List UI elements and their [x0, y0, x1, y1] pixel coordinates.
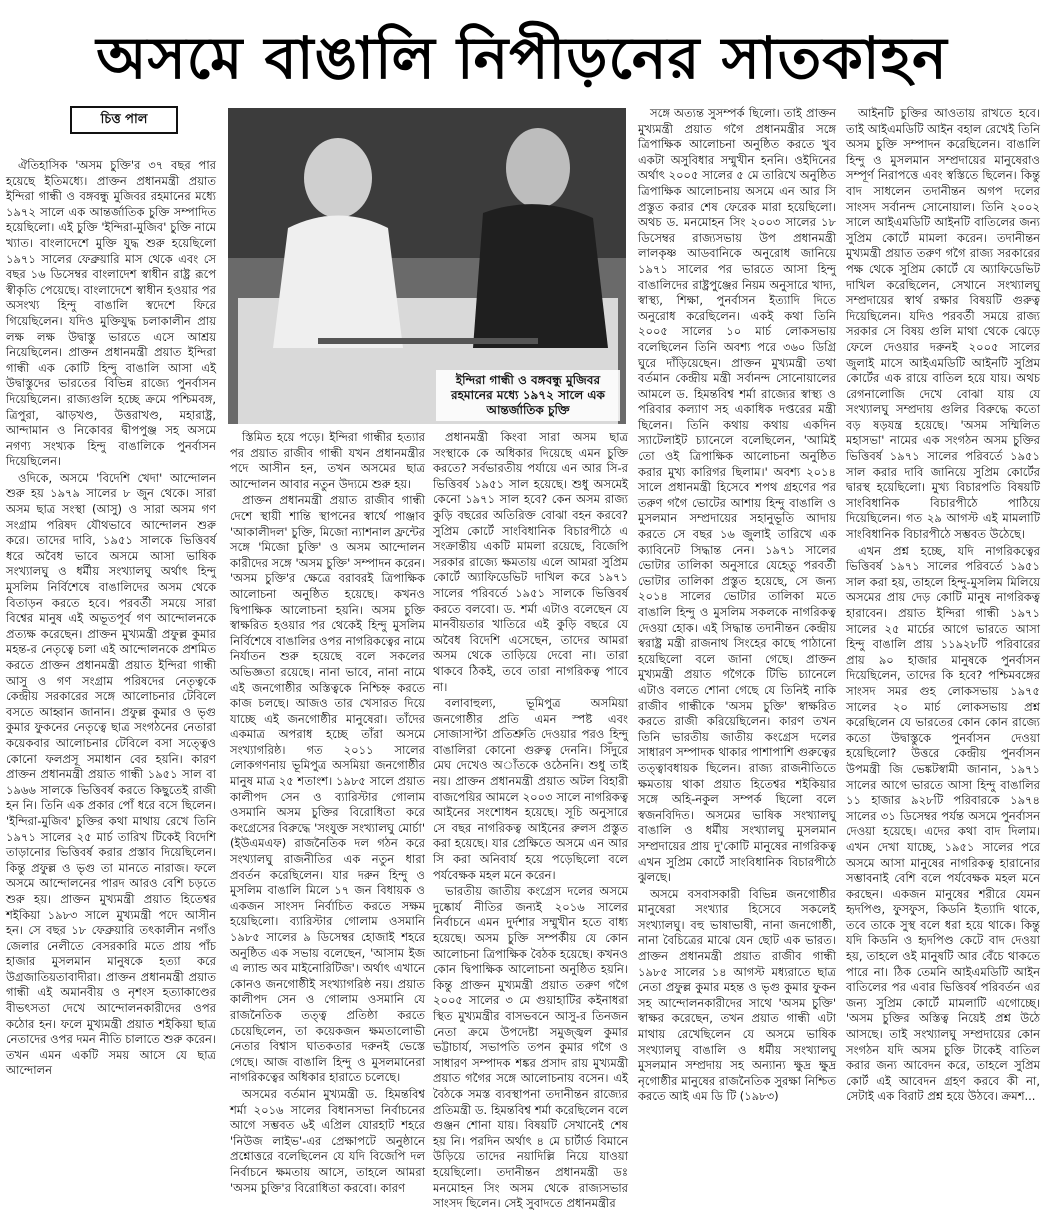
author-byline: চিত্ত পাল	[70, 106, 178, 134]
paragraph: আইনটি চুক্তির আওতায় রাখতে হবে। তাই আইএমডিটি আইন বহাল রেখেই তিনি অসম চুক্তি সম্পাদন করেছিলেন। বাঙালি হিন্দু ও মুসলমান সম্প্রদায়ের মানুষেরাও সম্পূর্ণ নিরাপত্তে এবং স্বস্তিতে ছিলেন। কিন্তু বাদ সাধলেন তদানীন্তন অগপ দলের সাংসদ সর্বানন্দ সোনোয়াল। তিনি ২০০২ সালে আইএমডিটি আইনটি বাতিলের জন্য সুপ্রিম কোর্টে মামলা করেন। তদানীন্তন মুখ্যমন্ত্রী প্রয়াত তরুণ গগৈ রাজ্য সরকারের পক্ষ থেকে সুপ্রিম কোর্টে যে অ্যাফিডেভিট দাখিল করেছিলেন, সেখানে সংখ্যালঘু সম্প্রদায়ের স্বার্থ রক্ষার বিষয়টি গুরুত্ব দিয়েছিলেন। যদিও পরবর্তী সময়ে রাজ্য সরকার সে বিষয় গুলি মাথা থেকে ঝেড়ে ফেলে দেওয়ার দরুনই ২০০৫ সালের জুলাই মাসে আইএমডিটি আইনটি সুপ্রিম কোর্টের এক রায়ে বাতিল হয়ে যায়। অথচ রেগনালোজি দেখে বোঝা যায় যে সংখ্যালঘু সম্প্রদায় গুলির বিরুদ্ধে কতো বড় ষড়যন্ত্র হয়েছে। 'অসম সম্মিলিত মহাসভা' নামের এক সংগঠন অসম চুক্তির ভিত্তিবর্ষ ১৯৭১ সালের পরিবর্তে ১৯৫১ সাল করার দাবি জানিয়ে সুপ্রিম কোর্টের দ্বারস্থ হয়েছিলো। মুখ্য বিচারপতি বিষয়টি সাংবিধানিক বিচারপীঠে পাঠিয়ে দিয়েছিলেন। গত ২৯ আগস্ট এই মামলাটি সাংবিধানিক বিচারপীঠে সম্ভবত উঠেছে।	[846, 106, 1040, 542]
paragraph: ওদিকে, অসমে 'বিদেশি খেদা' আন্দোলন শুরু হয় ১৯৭৯ সালের ৮ জুন থেকে। সারা অসম ছাত্র সংস্থা (আসু) ও সারা অসম গণ সংগ্রাম পরিষদ যৌথভাবে আন্দোলন শুরু করে। তাদের দাবি, ১৯৫১ সালকে ভিত্তিবর্ষ ধরে অবৈধ ভাবে অসমে আসা ভাষিক সংখ্যালঘু ও ধর্মীয় সংখ্যালঘু অর্থাৎ হিন্দু মুসলিম নির্বিশেষে বাঙালিদের অসম থেকে বিতাড়ন করতে হবে। পরবর্তী সময়ে সারা বিশ্বের মানুষ এই অভূতপূর্ব গণ আন্দোলনকে প্রত্যক্ষ করেছেন। প্রাক্তন মুখ্যমন্ত্রী প্রফুল্ল কুমার মহন্ত-র নেতৃত্বে চলা এই আন্দোলনকে প্রশমিত করতে প্রাক্তন প্রধানমন্ত্রী প্রয়াত ইন্দিরা গান্ধী আসু ও গণ সংগ্রাম পরিষদের নেতৃত্বকে কেন্দ্রীয় সরকারের সঙ্গে আলোচনার টেবিলে বসতে আহ্বান জানান। প্রফুল্ল কুমার ও ভৃগু কুমার ফুকনের নেতৃত্বে ছাত্র সংগঠনের নেতারা কয়েকবার আলোচনার টেবিলে বসা সত্ত্বেও কোনো ফলপ্রসূ সমাধান বের হয়নি। কারণ প্রাক্তন প্রধানমন্ত্রী প্রয়াত গান্ধী ১৯৫১ সাল বা ১৯৬৬ সালকে ভিত্তিবর্ষ করতে কিছুতেই রাজী হন নি। তিনি এক প্রকার পোঁ ধরে বসে ছিলেন। 'ইন্দিরা-মুজিব' চুক্তির কথা মাথায় রেখে তিনি ১৯৭১ সালের ২৫ মার্চ তারিখ টিকেই বিদেশি তাড়ানোর ভিত্তিবর্ষ করার প্রস্তাব দিয়েছিলেন। কিন্তু প্রফুল্ল ও ভৃগু তা মানতে নারাজ। ফলে অসমে আন্দোলনের পারদ আরও বেশি চড়তে শুরু হয়। প্রাক্তন মুখ্যমন্ত্রী প্রয়াত হিতেশ্বর শইকিয়া ১৯৮৩ সালে মুখ্যমন্ত্রী পদে আসীন হন। সে বছর ১৮ ফেব্রুয়ারি তৎকালীন নগাঁও জেলার নেলীতে বেসরকারি মতে প্রায় পাঁচ হাজার মুসলমান মানুষকে হত্যা করে উগ্রজাতিয়তাবাদীরা। প্রাক্তন প্রধানমন্ত্রী প্রয়াত গান্ধী এই অমানবীয় ও নৃশংস হত্যাকাণ্ডের বীভৎসতা দেখে আন্দোলনকারীদের ওপর কঠোর হন। ফলে মুখ্যমন্ত্রী প্রয়াত শইকিয়া ছাত্র নেতাদের ওপর দমন নীতি চালাতে শুরু করেন। তখন এমন একটি সময় আসে যে ছাত্র আন্দোলন	[6, 470, 216, 1078]
paragraph: অসমের বর্তমান মুখ্যমন্ত্রী ড. হিমন্তবিশ্ব শর্মা ২০১৬ সালের বিধানসভা নির্বাচনের আগে সম্ভবত ৬ই এপ্রিল যোরহাট শহরে 'নিউজ লাইভ'-এর প্রেক্ষাপটে অনুষ্ঠানে প্রশ্নোত্তরে বলেছিলেন যে যদি বিজেপি দল নির্বাচনে ক্ষমতায় আসে, তাহলে আমরা 'অসম চুক্তি'র বিরোধিতা করবো। কারণ	[230, 1086, 425, 1195]
paragraph: প্রাক্তন প্রধানমন্ত্রী প্রয়াত রাজীব গান্ধী দেশে স্থায়ী শান্তি স্থাপনের স্বার্থে পাঞ্জাব 'আকালীদল' চুক্তি, মিজো ন্যাশনাল ফ্রন্টের সঙ্গে 'মিজো চুক্তি' ও অসম আন্দোলন কারীদের সঙ্গে 'অসম চুক্তি' সম্পাদন করেন। 'অসম চুক্তি'র ক্ষেত্রে বরাবরই ত্রিপাক্ষিক আলোচনা অনুষ্ঠিত হয়েছে। কখনও দ্বিপাক্ষিক আলোচনা হয়নি। অসম চুক্তি স্বাক্ষরিত হওয়ার পর থেকেই হিন্দু মুসলিম নির্বিশেষে বাঙালির ওপর নাগরিকত্বের নামে নির্যাতন শুরু হয়েছে বলে সকলের অভিজ্ঞতা রয়েছে। নানা ভাবে, নানা নামে এই জনগোষ্ঠীর অস্তিত্বকে নিশ্চিহ্ন করতে কাজ চলছে। আজও তার খেসারত দিয়ে যাচ্ছে এই জনগোষ্ঠীর মানুষেরা। তাঁদের একমাত্র অপরাধ হচ্ছে তাঁরা অসমে সংখ্যাগরিষ্ঠ। গত ২০১১ সালের লোকগণনায় ভূমিপুত্র অসমিয়া জনগোষ্ঠীর মানুষ মাত্র ২৫ শতাংশ। ১৯৮৫ সালে প্রয়াত কালীপদ সেন ও ব্যারিস্টার গোলাম ওসমানি অসম চুক্তির বিরোধিতা করে কংগ্রেসের বিরুদ্ধে 'সংযুক্ত সংখ্যালঘু মোর্চা' (ইউএমএফ) রাজনৈতিক দল গঠন করে সংখ্যালঘু রাজনীতির এক নতুন ধারা প্রবর্তন করেছিলেন। যার দরুন হিন্দু ও মুসলিম বাঙালি মিলে ১৭ জন বিধায়ক ও একজন সাংসদ নির্বাচিত করতে সক্ষম হয়েছিলো। ব্যারিস্টার গোলাম ওসমানি ১৯৮৫ সালের ৯ ডিসেম্বর হোজাই শহরে অনুষ্ঠিত এক সভায় বলেছেন, 'আসাম ইজ এ ল্যান্ড অব মাইনোরিটিজ'। অর্থাৎ এখানে কোনও জনগোষ্ঠীই সংখ্যাগরিষ্ঠ নয়। প্রয়াত কালীপদ সেন ও গোলাম ওসমানি যে রাজনৈতিক তত্ত্ব প্রতিষ্ঠা করতে চেয়েছিলেন, তা কয়েকজন ক্ষমতালোভী নেতার বিশ্বাস ঘাতকতার দরুনই ভেস্তে গেছে। আজ বাঙালি হিন্দু ও মুসলমানেরা নাগরিকত্বের অধিকার হারাতে চলেছে।	[230, 493, 425, 1085]
article-column-2	[230, 430, 425, 1195]
headline: অসমে বাঙালি নিপীড়নের সাতকাহন	[96, 24, 948, 92]
paragraph: বলাবাহুল্য, ভূমিপুত্র অসমিয়া জনগোষ্ঠীর প্রতি এমন স্পষ্ট এবং সোজাসাপ্টা প্রতিশ্রুতি দেওয়ার পরও হিন্দু বাঙালিরা কোনো গুরুত্ব দেননি। সিঁদুরে মেঘ দেখেও অাঁতকে ওঠেননি। শুধু তাই নয়। প্রাক্তন প্রধানমন্ত্রী প্রয়াত অটল বিহারী বাজপেয়ির আমলে ২০০৩ সালে নাগরিকত্ব আইনের সংশোধন হয়েছে। সূচি অনুসারে সে বছর নাগরিকত্ব আইনের রুলস প্রস্তুত করা হয়েছে। যার প্রেক্ষিতে অসমে এন আর সি করা অনিবার্য হয়ে পড়েছিলো বলে পর্যবেক্ষক মহল মনে করেন।	[433, 696, 628, 882]
paragraph: স্তিমিত হয়ে পড়ে। ইন্দিরা গান্ধীর হত্যার পর প্রয়াত রাজীব গান্ধী যখন প্রধানমন্ত্রীর পদে আসীন হন, তখন অসমের ছাত্র আন্দোলন আবার নতুন উদ্যমে শুরু হয়।	[230, 430, 425, 491]
paragraph: প্রধানমন্ত্রী কিংবা সারা অসম ছাত্র সংস্থাকে কে অধিকার দিয়েছে এমন চুক্তি করতে? সর্বভারতীয় পর্যায়ে এন আর সি-র ভিত্তিবর্ষ ১৯৫১ সাল হয়েছে। শুধু অসমেই কেনো ১৯৭১ সাল হবে? কেন অসম রাজ্য কুড়ি বছরের অতিরিক্ত বোঝা বহন করবে? সুপ্রিম কোর্টে সাংবিধানিক বিচারপীঠে এ সংক্রান্তীয় একটি মামলা রয়েছে, বিজেপি সরকার রাজ্যে ক্ষমতায় এলে আমরা সুপ্রিম কোর্টে অ্যাফিডেভিট দাখিল করে ১৯৭১ সালের পরিবর্তে ১৯৫১ সালকে ভিত্তিবর্ষ করতে বলবো। ড. শর্মা এটাও বলেছেন যে মানবীয়তার খাতিরে এই কুড়ি বছরে যে অবৈধ বিদেশি এসেছেন, তাদের আমরা অসম থেকে তাড়িয়ে দেবো না। তারা থাকবে ঠিকই, তবে তারা নাগরিকত্ব পাবে না।	[433, 430, 628, 694]
article-column-4	[638, 106, 836, 1146]
paragraph: ভারতীয় জাতীয় কংগ্রেস দলের অসমে দুষ্কাের্য নীতির জন্যই ২০১৬ সালের নির্বাচনে এমন দুর্দশার সম্মুখীন হতে বাধ্য হয়েছে। অসম চুক্তি সম্পর্কীয় যে কোন আলোচনা ত্রিপাক্ষিক বৈঠক হয়েছে। কখনও কোন দ্বিপাক্ষিক আলোচনা অনুষ্ঠিত হয়নি। কিন্তু প্রাক্তন মুখ্যমন্ত্রী প্রয়াত তরুণ গগৈ ২০০৫ সালের ৩ মে গুয়াহাটির কইনাধরা স্থিত মুখ্যমন্ত্রীর বাসভবনে আসু-র তিনজন নেতা ক্রমে উপদেষ্টা সমুজ্জ্বল কুমার ভট্টাচার্য, সভাপতি তপন কুমার গগৈ ও সাধারণ সম্পাদক শঙ্কর প্রসাদ রায় মুখ্যমন্ত্রী প্রয়াত গগৈর সঙ্গে আলোচনায় বসেন। এই বৈঠকে সমস্ত ব্যবস্থাপনা তদানীন্তন রাজ্যের প্রতিমন্ত্রী ড. হিমন্তবিশ্ব শর্মা করেছিলেন বলে গুঞ্জন শোনা যায়। বিষয়টি সেখানেই শেষ হয় নি। পরদিন অর্থাৎ ৪ মে চার্টার্ড বিমানে উড়িয়ে তাদের নয়াদিল্লি নিয়ে যাওয়া হয়েছিলো। তদানীন্তন প্রধানমন্ত্রী ডঃ মনমোহন সিং অসম থেকে রাজ্যসভার সাংসদ ছিলেন। সেই সুবাদতে প্রধানমন্ত্রীর	[433, 884, 628, 1211]
article-column-3	[433, 430, 628, 1211]
paragraph: এখন প্রশ্ন হচ্ছে, যদি নাগরিকত্বের ভিত্তিবর্ষ ১৯৭১ সালের পরিবর্তে ১৯৫১ সাল করা হয়, তাহলে হিন্দু-মুসলিম মিলিয়ে অসমের প্রায় দেড় কোটি মানুষ নাগরিকত্ব হারাবেন। প্রয়াত ইন্দিরা গান্ধী ১৯৭১ সালের ২৫ মার্চের আগে ভারতে আসা হিন্দু বাঙালি প্রায় ১১৯২৮টি পরিবারের প্রায় ৯০ হাজার মানুষকে পুনর্বাসন দিয়েছিলেন, তাদের কি হবে? পশ্চিমবঙ্গের সাংসদ সমর গুহ লোকসভায় ১৯৭৫ সালের ২০ মার্চ লোকসভায় প্রশ্ন করেছিলেন যে ভারতের কোন কোন রাজ্যে কতো উদ্বাস্তুকে পুনর্বাসন দেওয়া হয়েছিলো? উত্তরে কেন্দ্রীয় পুনর্বাসন উপমন্ত্রী জি ভেঙ্কটস্বামী জানান, ১৯৭১ সালের আগে ভারতে আসা হিন্দু বাঙালির ১১ হাজার ৯২৮টি পরিবারকে ১৯৭৪ সালের ৩১ ডিসেম্বর পর্যন্ত অসমে পুনর্বাসন দেওয়া হয়েছে। এদের কথা বাদ দিলাম। এখন দেখা যাচ্ছে, ১৯৫১ সালের পরে অসমে আসা মানুষের নাগরিকত্ব হারানোর সম্ভাবনাই বেশি বলে পর্যবেক্ষক মহল মনে করছেন। একজন মানুষের শরীরে যেমন হৃদপিণ্ড, ফুসফুস, কিডনি ইত্যাদি থাকে, তবে তাকে সুস্থ বলে ধরা হয়ে থাকে। কিন্তু যদি কিডনি ও হৃদপিণ্ড কেটে বাদ দেওয়া হয়, তাহলে ওই মানুষটি আর বেঁচে থাকতে পারে না। ঠিক তেমনি আইএমডিটি আইন বাতিলের পর এবার ভিত্তিবর্ষ পরিবর্তন এর জন্য সুপ্রিম কোর্টে মামলাটি এগোচ্ছে। 'অসম চুক্তির অস্তিত্ব নিয়েই প্রশ্ন উঠে আসছে। তাই সংখ্যালঘু সম্প্রদায়ের কোন সংগঠন যদি অসম চুক্তি টাকেই বাতিল করার জন্য আবেদন করে, তাহলে সুপ্রিম কোর্ট এই আবেদন গ্রহণ করবে কী না, সেটাই এক বিরাট প্রশ্ন হয়ে উঠবে। ক্রমশ...	[846, 543, 1040, 1104]
article-column-5	[846, 106, 1040, 1146]
paragraph: ঐতিহাসিক 'অসম চুক্তি'র ৩৭ বছর পার হয়েছে ইতিমধ্যে। প্রাক্তন প্রধানমন্ত্রী প্রয়াত ইন্দিরা গান্ধী ও বঙ্গবন্ধু মুজিবর রহমানের মধ্যে ১৯৭২ সালে এক আন্তর্জাতিক চুক্তি সম্পাদিত হয়েছিলো। এই চুক্তি 'ইন্দিরা-মুজিব' চুক্তি নামে খ্যাত। বাংলাদেশে মুক্তি যুদ্ধ শুরু হয়েছিলো ১৯৭১ সালের ফেব্রুয়ারি মাস থেকে এবং সে বছর ১৬ ডিসেম্বর বাংলাদেশ স্বাধীন রাষ্ট্র রূপে স্বীকৃতি পেয়েছে। বাংলাদেশে স্বাধীন হওয়ার পর অসংখ্য হিন্দু বাঙালি স্বদেশে ফিরে গিয়েছিলেন। যদিও মুক্তিযুদ্ধ চলাকালীন প্রায় লক্ষ লক্ষ উদ্বাস্তু ভারতে এসে আশ্রয় নিয়েছিলেন। প্রাক্তন প্রধানমন্ত্রী প্রয়াত ইন্দিরা গান্ধী এক কোটি হিন্দু বাঙালি আসা এই উদ্বাস্তুদের ভারতের বিভিন্ন রাজ্যে পুনর্বাসন দিয়েছিলেন। রাজ্যগুলি হচ্ছে ক্রমে পশ্চিমবঙ্গ, ত্রিপুরা, ঝাড়খণ্ড, উত্তরাখণ্ড, মহারাষ্ট্র, আন্দামান ও নিকোবর দ্বীপপুঞ্জ সহ অসমে নগণ্য সংখ্যক হিন্দু বাঙালিকে পুনর্বাসন দিয়েছিলেন।	[6, 158, 216, 469]
article-column-1	[6, 158, 216, 1148]
paragraph: সঙ্গে অত্যন্ত সুসম্পর্ক ছিলো। তাই প্রাক্তন মুখ্যমন্ত্রী প্রয়াত গগৈ প্রধানমন্ত্রীর সঙ্গে ত্রিপাক্ষিক আলোচনা অনুষ্ঠিত করতে খুব একটা অসুবিধার সম্মুখীন হননি। ওইদিনের অর্থাৎ ২০০৫ সালের ৫ মে তারিখে অনুষ্ঠিত ত্রিপাক্ষিক আলোচনায় অসমে এন আর সি প্রস্তুত করার শেষ ফেরেক মারা হয়েছিলো। অথচ ড. মনমোহন সিং ২০০৩ সালের ১৮ ডিসেম্বর রাজ্যসভায় উপ প্রধানমন্ত্রী লালকৃষ্ণ আডবানিকে অনুরোধ জানিয়ে ১৯৭১ সালের পর ভারতে আসা হিন্দু বাঙালিদের রাষ্ট্রপুঞ্জের নিয়ম অনুসারে খাদ্য, স্বাস্থ্য, শিক্ষা, পুনর্বাসন ইত্যাদি দিতে অনুরোধ করেছিলেন। একই কথা তিনি ২০০৫ সালের ১০ মার্চ লোকসভায় বলেছিলেন তিনি অবশ্য পরে ৩৬০ ডিগ্রি ঘুরে দাঁড়িয়েছেন। প্রাক্তন মুখ্যমন্ত্রী তথা বর্তমান কেন্দ্রীয় মন্ত্রী সর্বানন্দ সোনোয়ালের আমলে ড. হিমন্তবিশ্ব শর্মা রাজ্যের স্বাস্থ্য ও পরিবার কল্যাণ সহ একাধিক দপ্তরের মন্ত্রী ছিলেন। তিনি কথায় কথায় একদিন স্যাটেলাইট চ্যানেলে বলেছিলেন, 'আমিই তো ওই ত্রিপাক্ষিক আলোচনা অনুষ্ঠিত করার মুখ্য কারিগর ছিলাম।' অবশ্য ২০১৪ সালে প্রধানমন্ত্রী হিসেবে শপথ গ্রহণের পর তরুণ গগৈ ভোটের আশায় হিন্দু বাঙালি ও মুসলমান সম্প্রদায়ের সহানুভূতি আদায় করতে সে বছর ১৬ জুলাই তারিখে এক ক্যাবিনেট সিদ্ধান্ত নেন। ১৯৭১ সালের ভোটার তালিকা অনুসারে যেহেতু পরবর্তী ভোটার তালিকা প্রস্তুত হয়েছে, সে জন্য ২০১৪ সালের ভোটার তালিকা মতে বাঙালি হিন্দু ও মুসলিম সকলকে নাগরিকত্ব দেওয়া হোক। এই সিদ্ধান্ত তদানীন্তন কেন্দ্রীয় স্বরাষ্ট্র মন্ত্রী রাজনাথ সিংহের কাছে পাঠানো হয়েছিলো বলে জানা গেছে। প্রাক্তন মুখ্যমন্ত্রী প্রয়াত গগৈকে টিভি চ্যানেলে এটাও বলতে শোনা গেছে যে তিনিই নাকি রাজীব গান্ধীকে 'অসম চুক্তি' স্বাক্ষরিত করতে রাজী করিয়েছিলেন। কারণ তখন তিনি ভারতীয় জাতীয় কংগ্রেস দলের সাধারণ সম্পাদক থাকার পাশাপাশি গুরুত্বের তত্ত্বাবধায়ক ছিলেন। রাজ্য রাজনীতিতে ক্ষমতায় থাকা প্রয়াত হিতেশ্বর শইকিয়ার সঙ্গে অহি-নকুল সম্পর্ক ছিলো বলে স্বজনবিদিত। অসমের ভাষিক সংখ্যালঘু বাঙালি ও ধর্মীয় সংখ্যালঘু মুসলমান সম্প্রদায়ের প্রায় দু'কোটি মানুষের নাগরিকত্ব এখন সুপ্রিম কোর্টে সাংবিধানিক বিচারপীঠে ঝুলছে।	[638, 106, 836, 885]
paragraph: অসমে বসবাসকারী বিভিন্ন জনগোষ্ঠীর মানুষেরা সংখ্যার হিসেবে সকলেই সংখ্যালঘু। বহু ভাষাভাষী, নানা জনগোষ্ঠী, নানা বৈচিত্রের মাঝে যেন ছোট এক ভারত। প্রাক্তন প্রধানমন্ত্রী প্রয়াত রাজীব গান্ধী ১৯৮৫ সালের ১৪ আগস্ট মধ্যরাতে ছাত্র নেতা প্রফুল্ল কুমার মহন্ত ও ভৃগু কুমার ফুকন সহ আন্দোলনকারীদের সাথে 'অসম চুক্তি' স্বাক্ষর করেছেন, তখন প্রয়াত গান্ধী এটা মাথায় রেখেছিলেন যে অসমে ভাষিক সংখ্যালঘু বাঙালি ও ধর্মীয় সংখ্যালঘু মুসলমান সম্প্রদায় সহ অন্যান্য ক্ষুদ্র ক্ষুদ্র নৃগোষ্ঠীর মানুষের রাজনৈতিক সুরক্ষা নিশ্চিত করতে আই এম ডি টি (১৯৮৩)	[638, 886, 836, 1104]
photo-caption: ইন্দিরা গান্ধী ও বঙ্গবন্ধু মুজিবর রহমানের মধ্যে ১৯৭২ সালে এক আন্তর্জাতিক চুক্তি	[436, 370, 620, 421]
